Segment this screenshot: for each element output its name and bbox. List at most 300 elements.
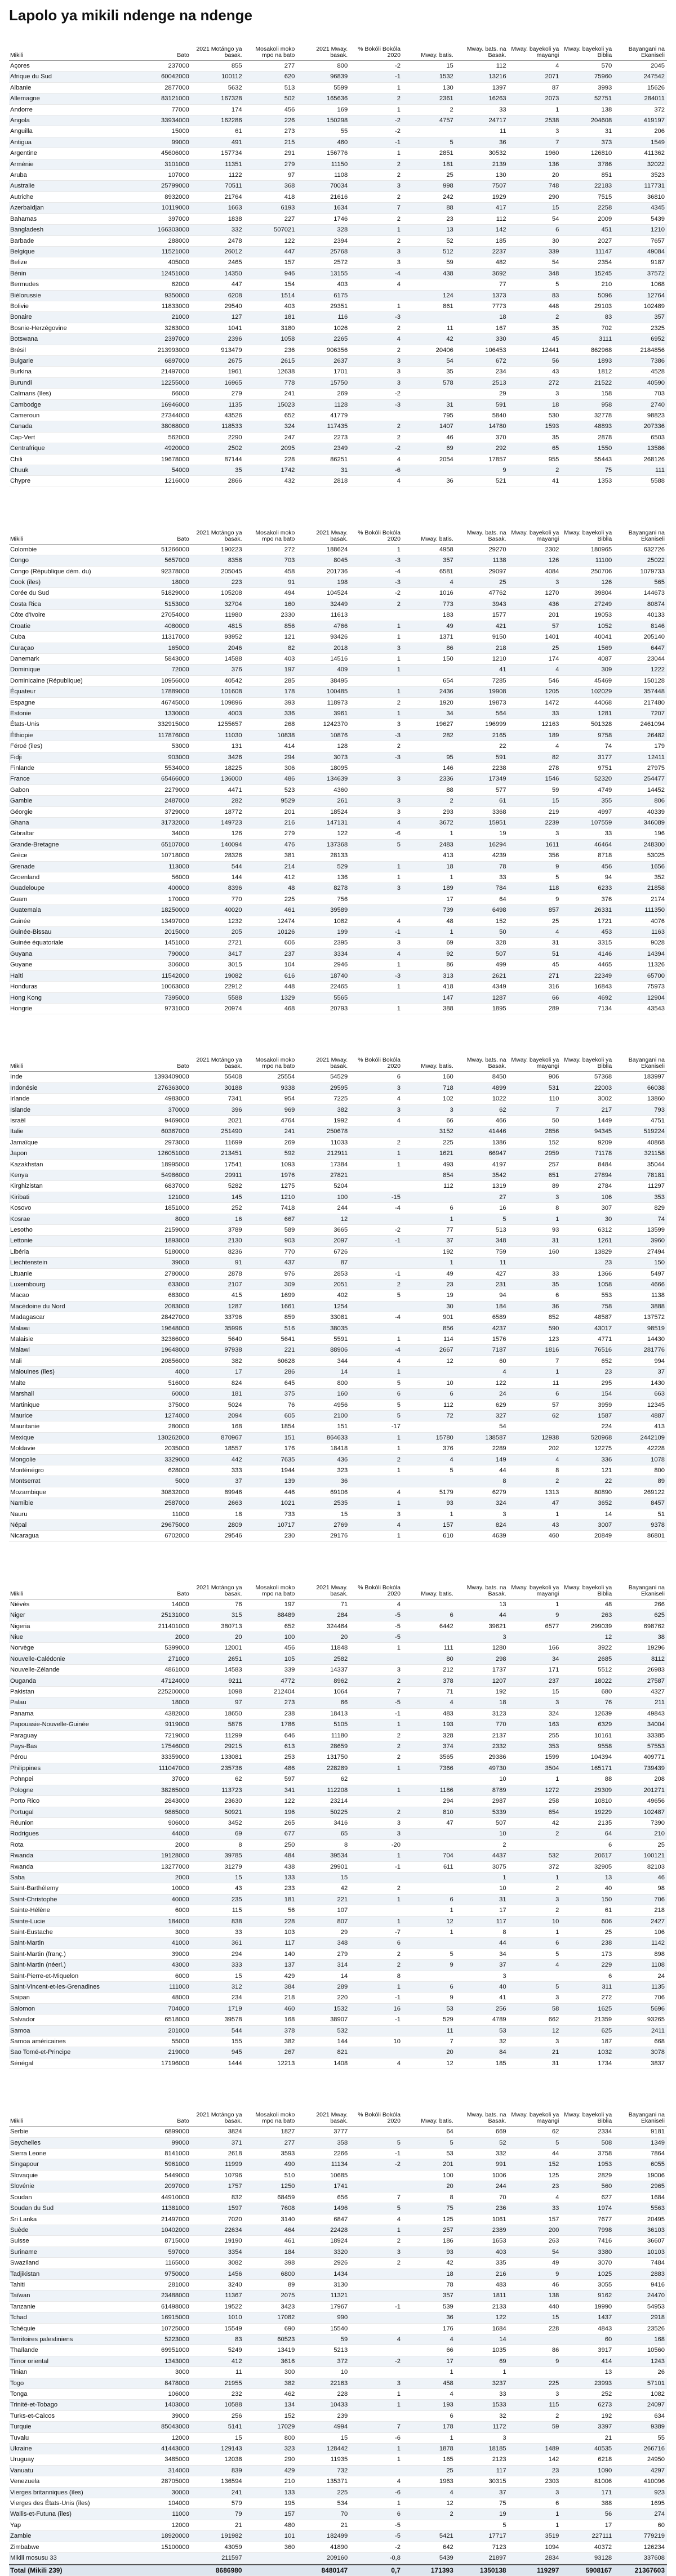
cell-value: 228289 (297, 1763, 350, 1773)
cell-value: 144 (297, 2036, 350, 2047)
cell-value: 54529 (297, 1072, 350, 1082)
table-row (9, 137, 667, 148)
cell-value: 6847 (297, 2214, 350, 2225)
cell-value: 3593 (244, 2149, 297, 2159)
cell-value: 15245 (561, 268, 614, 279)
table-row (9, 2236, 667, 2247)
cell-value: 37572 (614, 268, 667, 279)
country-section (9, 28, 667, 487)
cell-value: 2130 (192, 1236, 244, 1246)
cell-value: 4000 (139, 1367, 192, 1378)
cell-value: 150 (403, 653, 456, 664)
cell-value: 29103 (561, 301, 614, 311)
cell-value: 71 (297, 1599, 350, 1610)
cell-value: 654 (403, 675, 456, 686)
cell-value: 10876 (297, 730, 350, 741)
cell-value: 668 (614, 2036, 667, 2047)
cell-value: 15 (509, 2312, 562, 2323)
cell-value (509, 1632, 562, 1643)
cell-value: 5588 (614, 476, 667, 487)
cell-value: 2 (350, 1752, 403, 1763)
cell-value: 16915000 (139, 2312, 192, 2323)
cell-value (350, 2127, 403, 2137)
cell-value: 4237 (456, 1323, 509, 1334)
table-row (9, 355, 667, 366)
cell-value: 93128 (561, 2553, 614, 2564)
cell-value: 32905 (561, 1861, 614, 1872)
cell-value: 393 (244, 697, 297, 708)
cell-value: 2237 (456, 246, 509, 257)
total-value: 171393 (403, 2565, 456, 2576)
country-name: Saint-Christophe (9, 1894, 139, 1905)
cell-value: 1514 (244, 290, 297, 301)
cell-value: 18 (403, 2269, 456, 2279)
cell-value: 192 (561, 2410, 614, 2421)
cell-value: 3078 (614, 2047, 667, 2058)
cell-value: 1 (403, 1905, 456, 1916)
cell-value: 7507 (456, 181, 509, 191)
cell-value: 30832000 (139, 1487, 192, 1498)
table-row (9, 1192, 667, 1202)
table-row (9, 443, 667, 454)
cell-value: 4 (350, 476, 403, 487)
country-name: Barbade (9, 235, 139, 246)
cell-value: 3485000 (139, 2454, 192, 2465)
cell-value: 4 (350, 279, 403, 290)
cell-value (509, 2432, 562, 2443)
cell-value: 38907 (297, 2015, 350, 2025)
country-name: Soudan du Sud (9, 2203, 139, 2214)
cell-value: 1 (403, 828, 456, 839)
cell-value: 12038 (192, 2454, 244, 2465)
cell-value: 201271 (614, 1785, 667, 1795)
country-name: Guinée-Bissau (9, 927, 139, 938)
cell-value: 3 (350, 796, 403, 806)
cell-value: 41779 (297, 411, 350, 421)
cell-value: 513 (456, 1225, 509, 1236)
cell-value: 14394 (614, 948, 667, 959)
cell-value: 223 (192, 577, 244, 588)
cell-value: 3015 (192, 960, 244, 970)
table-row (9, 1137, 667, 1148)
cell-value: 2 (350, 2236, 403, 2247)
cell-value: 976 (244, 1268, 297, 1279)
cell-value: 286 (244, 1367, 297, 1378)
table-row (9, 2465, 667, 2476)
table-row (9, 61, 667, 72)
cell-value: 25 (403, 170, 456, 181)
cell-value: 279 (244, 828, 297, 839)
cell-value: 36 (297, 1476, 350, 1487)
cell-value: 1 (350, 1498, 403, 1509)
cell-value: 87144 (192, 454, 244, 465)
cell-value: 1098 (192, 1687, 244, 1697)
cell-value: -17 (350, 1421, 403, 1432)
cell-value: 456 (244, 104, 297, 115)
cell-value: 1210 (614, 225, 667, 235)
cell-value: 1577 (456, 610, 509, 621)
cell-value: -1 (350, 137, 403, 148)
cell-value: 17 (561, 2520, 614, 2530)
cell-value: 2097000 (139, 2181, 192, 2192)
country-name: Tuvalu (9, 2432, 139, 2443)
cell-value: 202 (509, 1443, 562, 1454)
cell-value: 748 (509, 181, 562, 191)
cell-value: 10161 (561, 1730, 614, 1741)
cell-value: 355 (561, 796, 614, 806)
table-row (9, 555, 667, 566)
cell-value: 2071 (509, 72, 562, 82)
cell-value: 5 (350, 1400, 403, 1410)
cell-value: 225 (244, 894, 297, 904)
table-row (9, 2290, 667, 2301)
cell-value: 15 (192, 2432, 244, 2443)
total-value: 5908167 (561, 2565, 614, 2576)
cell-value: 1349 (614, 2137, 667, 2148)
cell-value: 2866 (192, 476, 244, 487)
cell-value: 800 (244, 2432, 297, 2443)
cell-value: 171 (561, 2487, 614, 2498)
table-row (9, 970, 667, 981)
cell-value: 1893 (561, 355, 614, 366)
cell-value: 29351 (297, 301, 350, 311)
cell-value: 118973 (297, 697, 350, 708)
cell-value: 1021 (244, 1498, 297, 1509)
header-row (9, 1567, 667, 1599)
cell-value (350, 785, 403, 795)
cell-value: 1576 (456, 1334, 509, 1345)
table-row (9, 741, 667, 752)
country-name: Maurice (9, 1410, 139, 1421)
country-name: Niévès (9, 1599, 139, 1610)
cell-value: 1281 (561, 708, 614, 719)
cell-value: 1 (456, 1872, 509, 1883)
cell-value: 1974 (561, 2203, 614, 2214)
country-name: Trinité-et-Tobago (9, 2400, 139, 2410)
cell-value: 1222 (614, 665, 667, 675)
cell-value: 25799000 (139, 181, 192, 191)
cell-value: 2918 (614, 2312, 667, 2323)
cell-value: 464 (244, 2225, 297, 2235)
cell-value: 1625 (561, 2003, 614, 2014)
cell-value: 5640 (192, 1334, 244, 1345)
cell-value: 12474 (244, 916, 297, 926)
cell-value: 101 (244, 2531, 297, 2542)
cell-value: 373 (561, 137, 614, 148)
cell-value: 405000 (139, 257, 192, 268)
cell-value: 1010 (192, 2312, 244, 2323)
cell-value: 2 (350, 213, 403, 224)
cell-value: 460 (297, 137, 350, 148)
country-name: Chypre (9, 476, 139, 487)
cell-value: 3 (350, 246, 403, 257)
cell-value: 44 (456, 1610, 509, 1621)
cell-value: 31279 (192, 1861, 244, 1872)
cell-value: 65107000 (139, 839, 192, 850)
cell-value: 368 (244, 181, 297, 191)
cell-value: 2436 (403, 687, 456, 697)
country-name: Kirghizistan (9, 1181, 139, 1192)
column-header: 2021 Motángo ya basak. (192, 2094, 244, 2127)
country-name: Taïwan (9, 2290, 139, 2301)
cell-value: 30 (403, 1301, 456, 1312)
cell-value: 189 (403, 883, 456, 894)
column-header: Mway. bats. na Basak. (456, 28, 509, 61)
cell-value: 1 (350, 1148, 403, 1159)
cell-value: 4997 (561, 806, 614, 817)
cell-value: 2051 (297, 1280, 350, 1290)
cell-value: 20974 (192, 1003, 244, 1014)
table-row (9, 1938, 667, 1949)
cell-value: 34 (509, 1654, 562, 1664)
cell-value: 117731 (614, 181, 667, 191)
cell-value: 1216000 (139, 476, 192, 487)
cell-value: 6273 (561, 2400, 614, 2410)
cell-value: 372 (509, 1861, 562, 1872)
cell-value: 66038 (614, 1082, 667, 1093)
cell-value: 27975 (614, 763, 667, 773)
cell-value: 306000 (139, 960, 192, 970)
cell-value: 142 (456, 225, 509, 235)
cell-value: -1 (350, 1861, 403, 1872)
cell-value: 32022 (614, 159, 667, 170)
cell-value: 14000 (139, 1599, 192, 1610)
cell-value: 1827 (244, 2127, 297, 2137)
column-header: Mosakoli moko mpo na bato (244, 28, 297, 61)
cell-value: 2046 (192, 643, 244, 653)
cell-value: 357 (403, 555, 456, 566)
cell-value: 3 (509, 828, 562, 839)
cell-value: 4 (509, 61, 562, 72)
table-row (9, 982, 667, 992)
cell-value: 44 (456, 1938, 509, 1949)
cell-value: 5 (456, 1214, 509, 1224)
cell-value: 5 (403, 137, 456, 148)
cell-value: 122 (244, 1796, 297, 1807)
cell-value: 1016 (403, 588, 456, 599)
cell-value: 1082 (297, 916, 350, 926)
cell-value: 3917 (561, 2345, 614, 2356)
cell-value: 133 (244, 2487, 297, 2498)
cell-value: 903000 (139, 752, 192, 763)
cell-value: 2000 (139, 1839, 192, 1850)
cell-value: 2302 (509, 544, 562, 555)
cell-value: 104000 (139, 2498, 192, 2509)
table-row (9, 235, 667, 246)
cell-value: -1 (350, 2301, 403, 2312)
cell-value: 31 (509, 1236, 562, 1246)
cell-value: 2587000 (139, 1498, 192, 1509)
cell-value: 16294 (456, 839, 509, 850)
cell-value: 1 (350, 1159, 403, 1170)
cell-value: 66947 (456, 1148, 509, 1159)
cell-value: 290 (509, 191, 562, 202)
cell-value: 1272 (509, 1785, 562, 1795)
cell-value: 628000 (139, 1465, 192, 1476)
table-row (9, 1072, 667, 1082)
cell-value: 11367 (192, 2290, 244, 2301)
cell-value: 20406 (403, 345, 456, 355)
cell-value: 1533 (456, 2400, 509, 2410)
country-name: Rwanda (9, 1851, 139, 1861)
cell-value: 233 (244, 1883, 297, 1894)
country-name: Saipan (9, 1993, 139, 2003)
cell-value: 652 (244, 1621, 297, 1632)
cell-value: 6 (350, 1072, 403, 1082)
cell-value: 3 (350, 2378, 403, 2388)
cell-value: 125 (509, 2170, 562, 2181)
cell-value: 285 (244, 675, 297, 686)
cell-value: 127 (192, 312, 244, 323)
cell-value: 4003 (192, 708, 244, 719)
cell-value: 773 (403, 599, 456, 609)
cell-value: 3960 (614, 1236, 667, 1246)
cell-value: 193 (403, 2400, 456, 2410)
country-name: Brésil (9, 345, 139, 355)
cell-value: 167328 (192, 93, 244, 104)
cell-value: 83 (561, 312, 614, 323)
cell-value: 112 (456, 213, 509, 224)
cell-value: 211597 (192, 2553, 244, 2564)
cell-value: 2 (456, 1839, 509, 1850)
cell-value: 75973 (614, 982, 667, 992)
cell-value: 1878 (403, 2444, 456, 2454)
cell-value: 7219000 (139, 1730, 192, 1741)
cell-value: 7285 (456, 675, 509, 686)
cell-value (350, 763, 403, 773)
cell-value: 1108 (614, 1960, 667, 1971)
cell-value: 627 (561, 2192, 614, 2203)
cell-value: 11699 (192, 1137, 244, 1148)
cell-value: 9529 (244, 796, 297, 806)
cell-value: 1786 (244, 1719, 297, 1730)
cell-value: 998 (403, 181, 456, 191)
cell-value: 43017 (561, 1323, 614, 1334)
cell-value: 40372 (561, 2542, 614, 2552)
cell-value: 273 (244, 1697, 297, 1708)
cell-value: 76 (244, 1400, 297, 1410)
table-row (9, 1126, 667, 1137)
cell-value: 2354 (561, 257, 614, 268)
cell-value: 7 (350, 2192, 403, 2203)
cell-value: -1 (350, 2149, 403, 2159)
cell-value: 5565 (297, 992, 350, 1003)
cell-value: 126 (509, 555, 562, 566)
cell-value: 1653 (456, 2236, 509, 2247)
cell-value: 92 (403, 948, 456, 959)
cell-value: 739 (403, 905, 456, 916)
country-name: Aruba (9, 170, 139, 181)
cell-value: 280000 (139, 1421, 192, 1432)
cell-value: 33 (456, 2389, 509, 2400)
country-name: Guatemala (9, 905, 139, 916)
cell-value: 15 (192, 1971, 244, 1981)
cell-value: 5696 (614, 2003, 667, 2014)
cell-value: 42 (509, 1817, 562, 1828)
cell-value: 201000 (139, 2025, 192, 2036)
table-row (9, 1312, 667, 1323)
cell-value: 123 (509, 1334, 562, 1345)
cell-value: 27344000 (139, 411, 192, 421)
cell-value: 2721 (192, 938, 244, 948)
cell-value: 134639 (297, 774, 350, 785)
cell-value: 677 (244, 1829, 297, 1839)
cell-value: 2572 (297, 257, 350, 268)
cell-value: 57 (509, 621, 562, 631)
cell-value: 31732000 (139, 818, 192, 828)
cell-value: 24717 (456, 115, 509, 126)
cell-value: 11381000 (139, 2203, 192, 2214)
cell-value: 429 (244, 2465, 297, 2476)
cell-value: 18225 (192, 763, 244, 773)
cell-value: 2174 (614, 894, 667, 904)
cell-value (350, 2047, 403, 2058)
cell-value (350, 1476, 403, 1487)
country-name: Hongrie (9, 1003, 139, 1014)
cell-value: 226 (244, 115, 297, 126)
cell-value: 225 (509, 2378, 562, 2388)
cell-value: 1656 (614, 861, 667, 872)
cell-value: 3672 (403, 818, 456, 828)
cell-value: 10402000 (139, 2225, 192, 2235)
cell-value: 21764 (192, 191, 244, 202)
cell-value: 3 (350, 938, 403, 948)
cell-value: 21497000 (139, 2214, 192, 2225)
cell-value: 2442109 (614, 1432, 667, 1443)
cell-value: 3 (350, 1509, 403, 1519)
cell-value: 759 (456, 1246, 509, 1257)
cell-value: 278 (509, 763, 562, 773)
cell-value: 20 (403, 2181, 456, 2192)
cell-value: 1816 (509, 1345, 562, 1356)
cell-value: 19296 (614, 1643, 667, 1654)
country-name: Géorgie (9, 806, 139, 817)
cell-value: 314000 (139, 2465, 192, 2476)
cell-value: 2097 (297, 1236, 350, 1246)
cell-value: 1449 (561, 1115, 614, 1126)
table-row (9, 1290, 667, 1301)
cell-value: 100121 (614, 1851, 667, 1861)
table-row (9, 2444, 667, 2454)
cell-value: 3777 (297, 2127, 350, 2137)
cell-value: 3 (350, 1104, 403, 1115)
cell-value: 35996 (192, 1323, 244, 1334)
cell-value: 22163 (297, 2378, 350, 2388)
cell-value: 790000 (139, 948, 192, 959)
cell-value: 210 (614, 1829, 667, 1839)
table-row (9, 2509, 667, 2520)
header-row (9, 2094, 667, 2127)
country-name: Monténégro (9, 1465, 139, 1476)
cell-value: -3 (350, 577, 403, 588)
cell-value: 106000 (139, 2389, 192, 2400)
cell-value: 32449 (297, 599, 350, 609)
cell-value: 591 (456, 752, 509, 763)
cell-value: 176 (403, 2323, 456, 2334)
cell-value: 30532 (456, 148, 509, 159)
cell-value: 7657 (614, 235, 667, 246)
cell-value: 1684 (456, 2323, 509, 2334)
cell-value: 136594 (192, 2476, 244, 2487)
cell-value: 12639 (561, 1708, 614, 1719)
cell-value: 1920 (403, 697, 456, 708)
cell-value: 3 (456, 2432, 509, 2443)
cell-value: 122 (244, 235, 297, 246)
cell-value: 507 (456, 1817, 509, 1828)
cell-value: 266716 (614, 2444, 667, 2454)
table-row (9, 476, 667, 487)
cell-value: 2 (350, 323, 403, 333)
